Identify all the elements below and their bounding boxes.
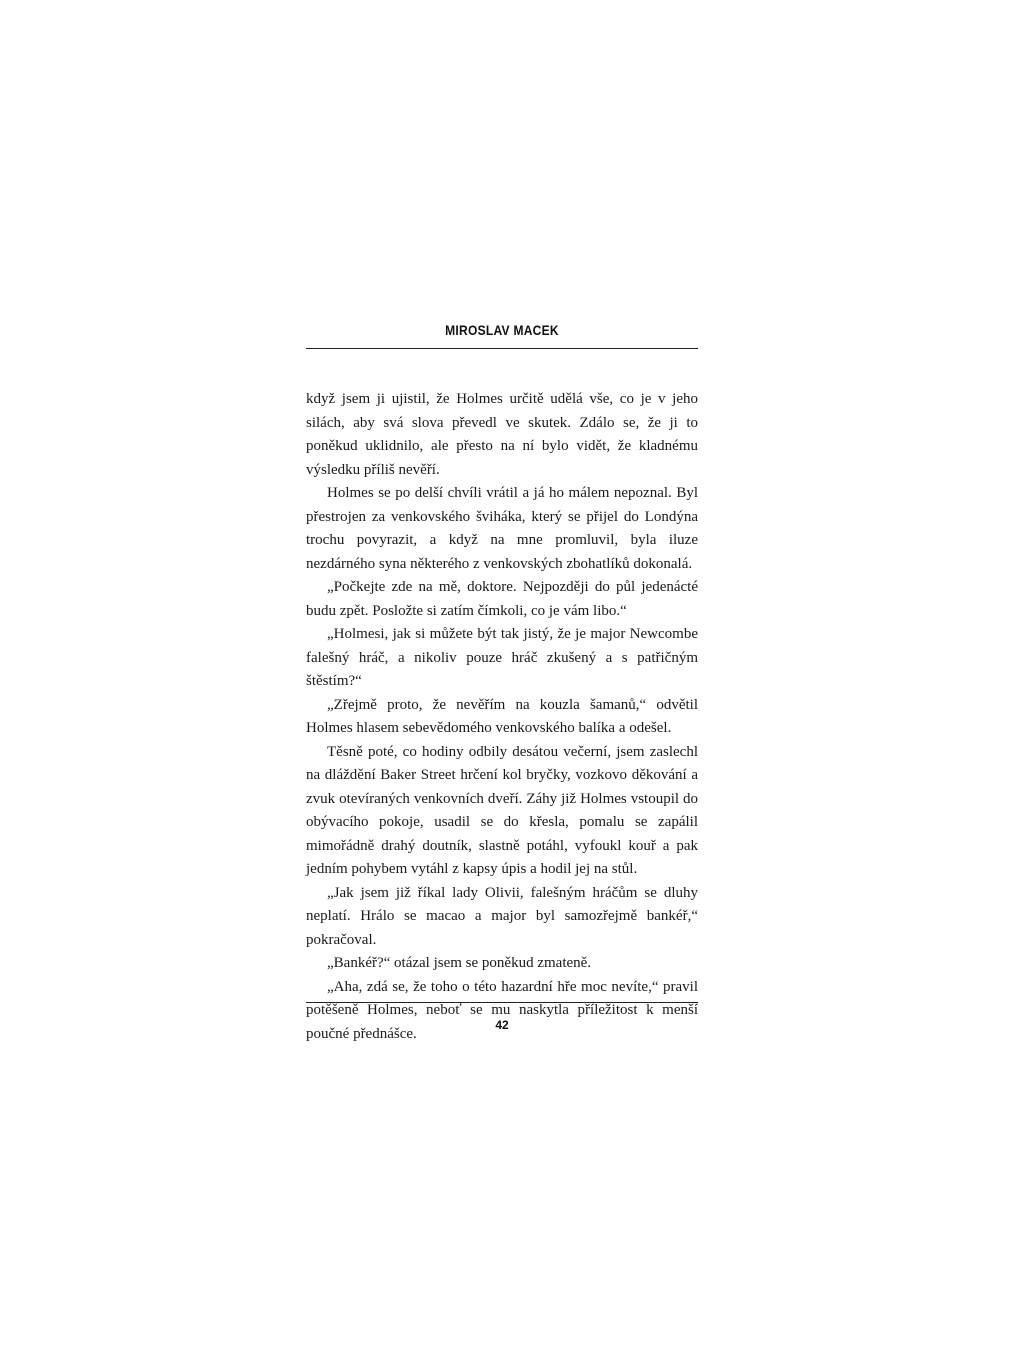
paragraph: „Bankéř?“ otázal jsem se poněkud zmateně. [327,955,592,971]
paragraph: „Počkejte zde na mě, doktore. Nejpozději do půl jedenácté budu zpět. Posložte si zatím čímkoli, co je vám libo.“ [306,579,698,619]
paragraph: „Holmesi, jak si můžete být tak jistý, že je major Newcombe falešný hráč, a nikoliv pouze hráč zkušený a s patřičným štěstím?“ [306,626,698,689]
paragraph: když jsem ji ujistil, že Holmes určitě udělá vše, co je v jeho silách, aby svá slova převedl ve skutek. Zdálo se, že ji to poněkud uklidnilo, ale přesto na ní bylo vidět, že kladnému výsledku příliš nevěří. [306,391,698,478]
header-rule [306,348,698,349]
page-number: 42 [495,1018,509,1032]
paragraph: „Jak jsem již říkal lady Olivii, falešným hráčům se dluhy neplatí. Hrálo se macao a major byl samozřejmě bankéř,“ pokračoval. [306,884,698,948]
paragraph: Holmes se po delší chvíli vrátil a já ho málem nepoznal. Byl přestrojen za venkovského šviháka, který se přijel do Londýna trochu povyrazit, a když na mne promluvil, byla iluze nezdárného syna některého z venkovských zbohatlíků dokonalá. [306,485,698,572]
running-head-author: MIROSLAV MACEK [445,322,559,338]
paragraph: „Zřejmě proto, že nevěřím na kouzla šamanů,“ odvětil Holmes hlasem sebevědomého venkovského balíka a odešel. [306,696,698,736]
footer-rule [306,1002,698,1003]
paragraph: Těsně poté, co hodiny odbily desátou večerní, jsem zaslechl na dláždění Baker Street hrčení kol bryčky, vozkovo děkování a zvuk otevíraných venkovních dveří. Záhy již Holmes vstoupil do obývacího pokoje, usadil se do křesla, pomalu se zapálil mimořádně drahý doutník, slastně potáhl, vyfoukl kouř a pak jedním pohybem vytáhl z kapsy úpis a hodil jej na stůl. [306,743,698,877]
book-page [306,0,698,1365]
paragraph: „Aha, zdá se, že toho o této hazardní hře moc nevíte,“ pravil potěšeně Holmes, neboť se mu naskytla příležitost k menší poučné přednášce. [306,978,698,1042]
body-text [306,388,698,1046]
